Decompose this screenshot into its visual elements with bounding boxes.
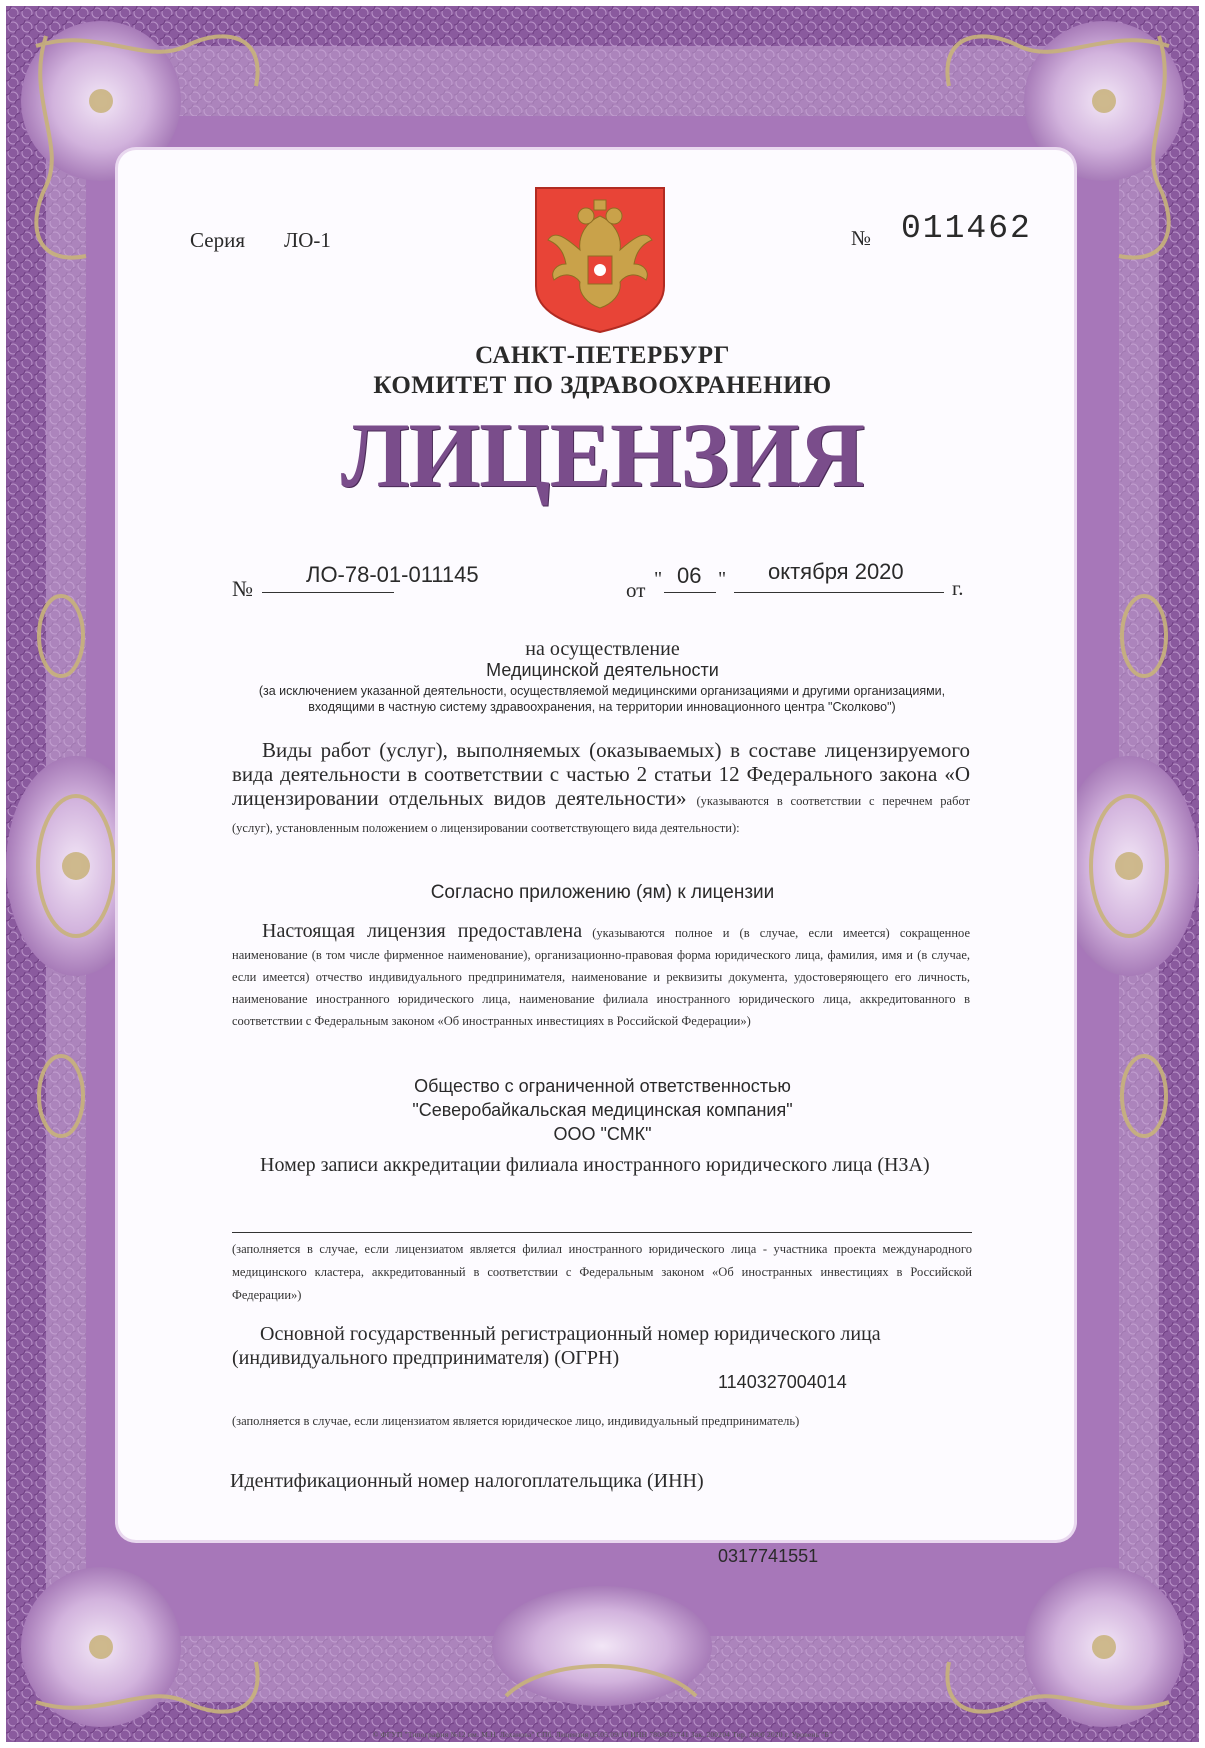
ogrn-note: (заполняется в случае, если лицензиатом является юридическое лицо, индивидуальный предприниматель) bbox=[232, 1414, 800, 1428]
series-value: ЛО-1 bbox=[284, 228, 331, 252]
blank-number: 011462 bbox=[901, 210, 1032, 247]
inn-label: Идентификационный номер налогоплательщика (ИНН) bbox=[230, 1470, 704, 1492]
organization-line2: "Северобайкальская медицинская компания" bbox=[412, 1100, 793, 1120]
ogrn-label: Основной государственный регистрационный номер юридического лица (индивидуального предпринимателя) (ОГРН) bbox=[232, 1323, 881, 1369]
printer-info: © ФГУП "Типография №12 им. М.Н. Лоханова" СПб. Лицензия 05.05.09/10 ИНН 7808037741 Зак. 200204 Тир. 2000 2020 г. Уровень "Б" bbox=[372, 1730, 833, 1739]
license-day: 06 bbox=[677, 563, 702, 588]
organization-line1: Общество с ограниченной ответственностью bbox=[414, 1076, 791, 1096]
document-title: ЛИЦЕНЗИЯ bbox=[340, 404, 865, 506]
works-text bbox=[232, 738, 970, 840]
date-prefix: от bbox=[626, 578, 646, 602]
license-month-year: октября 2020 bbox=[768, 559, 904, 584]
quote-open: " bbox=[654, 568, 663, 590]
activity-intro: на осуществление bbox=[525, 638, 680, 660]
works-label: Виды работ (услуг), выполняемых (оказываемых) в составе лицензируемого вида деятельности в соответствии с частью 2 статьи 12 Федерального закона «О лицензировании отдельных видов деятельности» bbox=[232, 738, 970, 810]
nza-line bbox=[232, 1232, 972, 1233]
activity-name: Медицинской деятельности bbox=[486, 660, 719, 680]
inn-value: 0317741551 bbox=[718, 1546, 819, 1566]
blank-number-sign: № bbox=[851, 226, 872, 250]
works-note: (указываются в соответствии с перечнем работ (услуг), установленным положением о лицензировании соответствующего вида деятельности): bbox=[232, 794, 971, 835]
russian-coat-of-arms-icon bbox=[534, 186, 666, 334]
activity-note-line2: входящими в частную систему здравоохранения, на территории инновационного центра "Сколково") bbox=[308, 700, 896, 714]
nza-label: Номер записи аккредитации филиала иностранного юридического лица (НЗА) bbox=[260, 1154, 930, 1176]
authority-committee: КОМИТЕТ ПО ЗДРАВООХРАНЕНИЮ bbox=[373, 372, 832, 399]
authority-city: САНКТ-ПЕТЕРБУРГ bbox=[475, 342, 730, 369]
activity-note-line1: (за исключением указанной деятельности, осуществляемой медицинскими организациями и другими организациями, bbox=[258, 684, 946, 698]
works-value: Согласно приложению (ям) к лицензии bbox=[430, 882, 775, 903]
organization-short-name: ООО "СМК" bbox=[553, 1124, 652, 1144]
license-number-sign: № bbox=[232, 576, 253, 601]
series-label: Серия bbox=[190, 228, 245, 252]
granted-note: (указываются полное и (в случае, если имеется) сокращенное наименование (в том числе фирменное наименование), организационно-правовая форма юридического лица, фамилия, имя и (в случае, если имеется) отчество индивидуального предпринимателя, наименование и реквизиты документа, удостоверяющего его личность, наименование иностранного юридического лица, наименование филиала иностранного юридического лица, аккредитованного в соответствии с Федеральным законом «Об иностранных инвестициях в Российской Федерации») bbox=[232, 926, 970, 1028]
year-suffix: г. bbox=[952, 576, 964, 600]
ogrn-value: 1140327004014 bbox=[718, 1372, 847, 1392]
month-line bbox=[734, 592, 944, 593]
license-number-line bbox=[262, 592, 394, 593]
license-number: ЛО-78-01-011145 bbox=[306, 562, 479, 587]
nza-note: (заполняется в случае, если лицензиатом является филиал иностранного юридического лица - участника проекта международного медицинского кластера, аккредитованный в соответствии с Федеральным законом «Об иностранных инвестициях в Российской Федерации») bbox=[232, 1242, 972, 1302]
granted-lead: Настоящая лицензия предоставлена bbox=[262, 920, 583, 942]
day-line bbox=[664, 592, 716, 593]
granted-text bbox=[232, 920, 970, 1032]
quote-close: " bbox=[718, 568, 727, 590]
